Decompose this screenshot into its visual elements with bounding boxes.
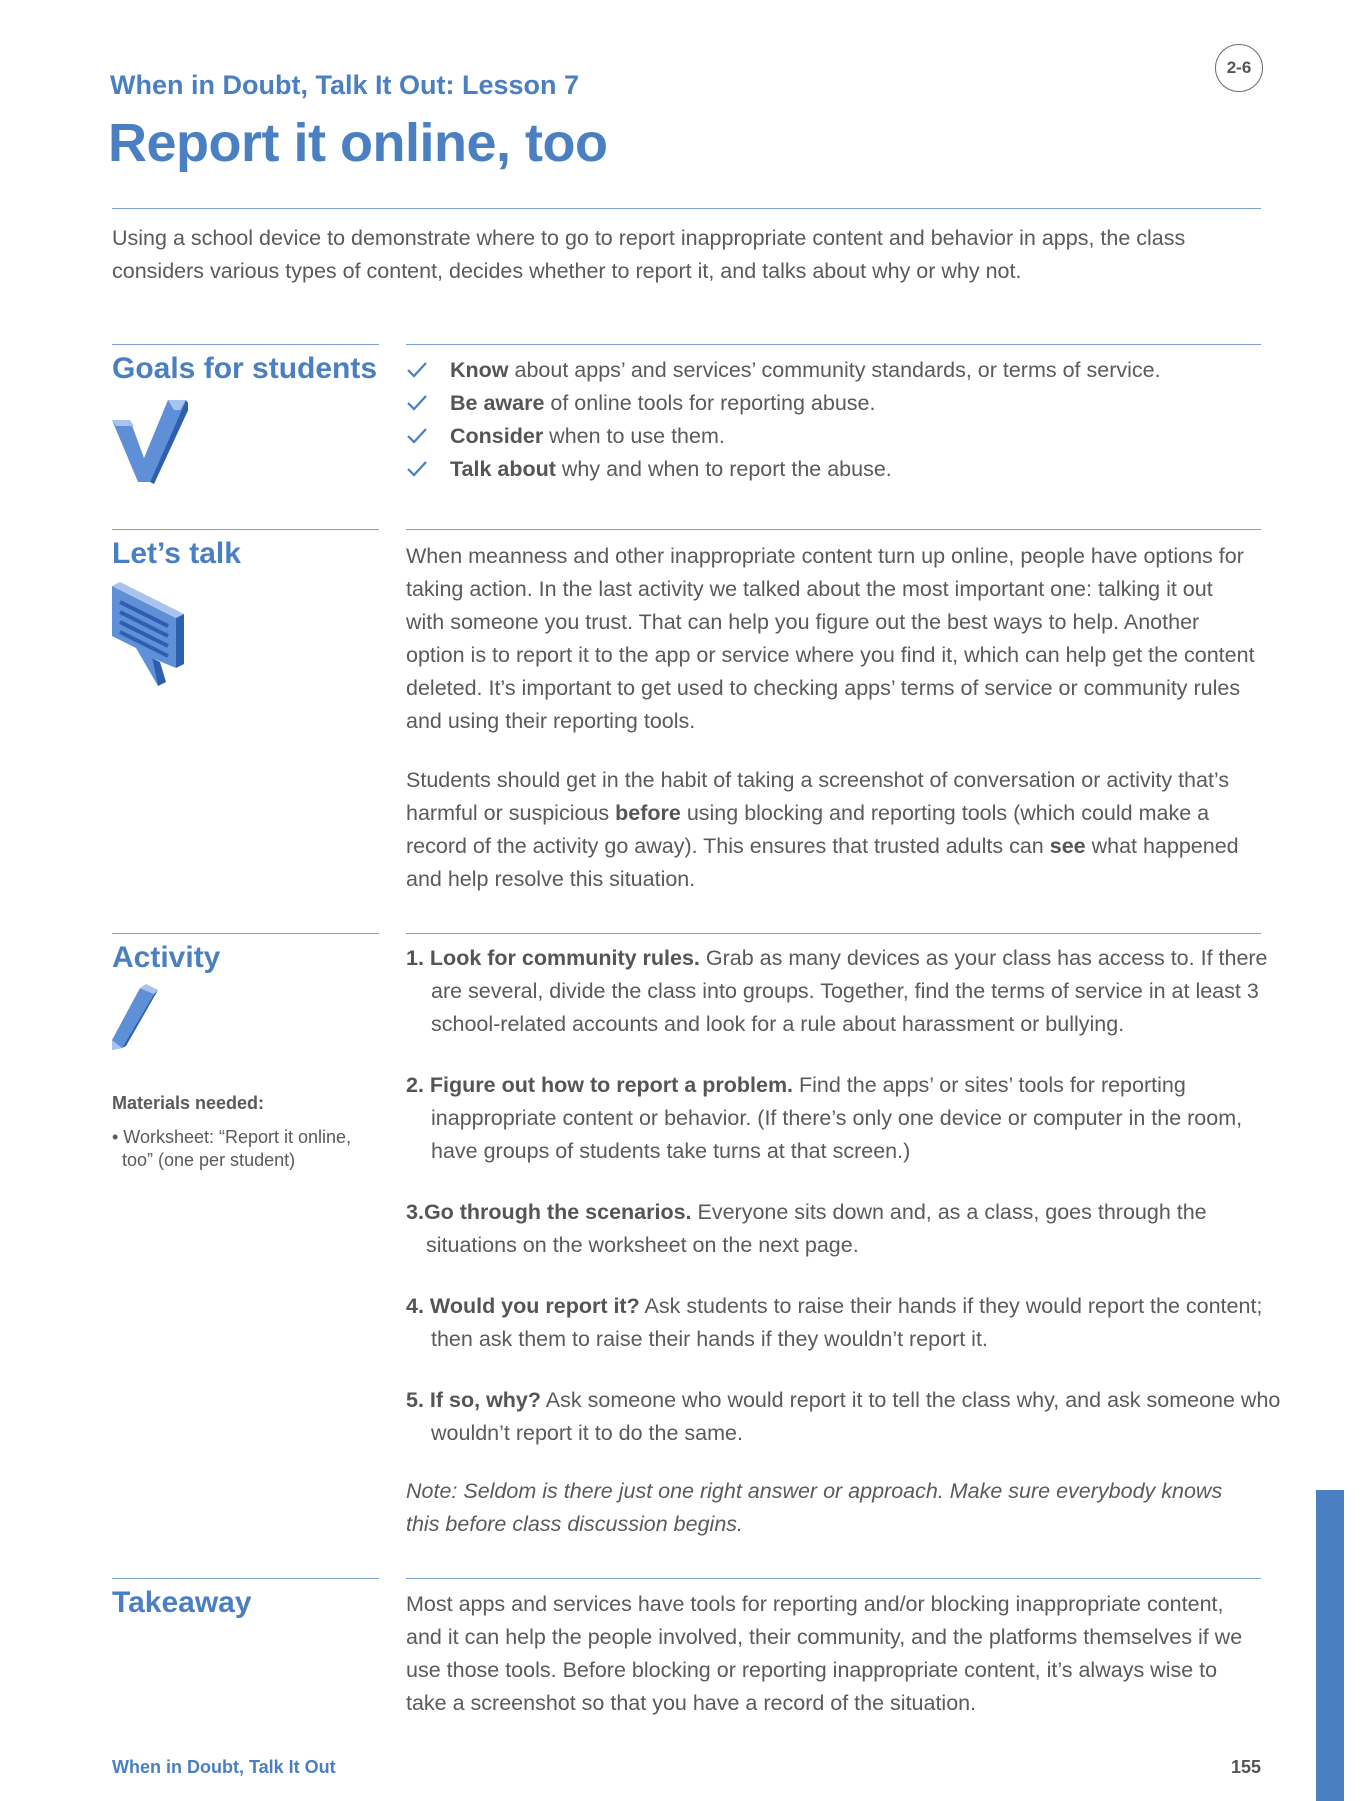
speech-bubble-icon — [110, 582, 190, 688]
intro-paragraph: Using a school device to demonstrate where to go to report inappropriate content and behavior in apps, the class considers various types of content, decides whether to report it, and talks about why or why not. — [112, 226, 1186, 283]
activity-step-5: 5. If so, why? Ask someone who would report it to tell the class why, and ask someone who wouldn’t report it to do the same. — [406, 1388, 1281, 1445]
takeaway-paragraph: Most apps and services have tools for reporting and/or blocking inappropriate content, and it can help the people involved, their community, and the platforms themselves if we use those tools. Before blocking or reporting inappropriate content, it’s always wise to take a screenshot so that you have a record of the situation. — [406, 1592, 1243, 1715]
activity-step-4: 4. Would you report it? Ask students to raise their hands if they would report the content; then ask them to raise their hands if they wouldn’t report it. — [406, 1294, 1263, 1351]
materials-heading: Materials needed: — [112, 1093, 265, 1113]
check-icon — [406, 426, 428, 446]
check-icon — [406, 393, 428, 413]
lets-talk-heading: Let’s talk — [112, 537, 241, 570]
takeaway-divider-right — [406, 1578, 1261, 1579]
goals-divider-left — [112, 344, 379, 345]
goal-item: Know about apps’ and services’ community standards, or terms of service. — [406, 354, 1256, 387]
activity-step-1: 1. Look for community rules. Grab as many devices as your class has access to. If there are several, divide the class into groups. Together, find the terms of service in at least 3 school-related accounts and look for a rule about harassment or bullying. — [406, 946, 1268, 1036]
pencil-icon — [110, 984, 158, 1054]
page-number: 155 — [1230, 1757, 1261, 1777]
lesson-label: When in Doubt, Talk It Out: Lesson 7 — [110, 70, 579, 100]
footer-unit-title: When in Doubt, Talk It Out — [112, 1757, 336, 1777]
goals-heading: Goals for students — [112, 352, 378, 385]
takeaway-heading: Takeaway — [112, 1586, 252, 1619]
check-icon — [406, 360, 428, 380]
goals-divider-right — [406, 344, 1261, 345]
lets-talk-divider-left — [112, 529, 379, 530]
page-title: Report it online, too — [108, 113, 608, 173]
activity-divider-right — [406, 933, 1261, 934]
goal-item: Talk about why and when to report the abuse. — [406, 453, 1256, 486]
goals-list — [406, 354, 1256, 486]
takeaway-divider-left — [112, 1578, 379, 1579]
header-divider — [112, 208, 1261, 209]
check-icon — [406, 459, 428, 479]
goal-item: Be aware of online tools for reporting abuse. — [406, 387, 1256, 420]
activity-heading: Activity — [112, 941, 221, 974]
side-tab — [1316, 1490, 1344, 1801]
lets-talk-paragraph-1: When meanness and other inappropriate content turn up online, people have options for taking action. In the last activity we talked about the most important one: talking it out with someone you trust. That can help you figure out the best ways to help. Another option is to report it to the app or service where you find it, which can help get the content deleted. It’s important to get used to checking apps’ terms of service or community rules and using their reporting tools. — [406, 544, 1255, 733]
checkmark-icon — [110, 398, 188, 484]
materials-item: • Worksheet: “Report it online, too” (one per student) — [112, 1127, 352, 1170]
activity-note: Note: Seldom is there just one right answer or approach. Make sure everybody knows this before class discussion begins. — [406, 1479, 1223, 1536]
activity-divider-left — [112, 933, 379, 934]
activity-step-2: 2. Figure out how to report a problem. Find the apps’ or sites’ tools for reporting inappropriate content or behavior. (If there’s only one device or computer in the room, have groups of students take turns at that screen.) — [406, 1073, 1243, 1163]
goal-item: Consider when to use them. — [406, 420, 1256, 453]
lets-talk-divider-right — [406, 529, 1261, 530]
lets-talk-paragraph-2: Students should get in the habit of taking a screenshot of conversation or activity that’s harmful or suspicious before using blocking and reporting tools (which could make a record of the activity go away). This ensures that trusted adults can see what happened and help resolve this situation. — [406, 768, 1239, 891]
grade-badge: 2-6 — [1215, 44, 1263, 92]
activity-step-3: 3.Go through the scenarios. Everyone sits down and, as a class, goes through the situations on the worksheet on the next page. — [406, 1200, 1207, 1257]
